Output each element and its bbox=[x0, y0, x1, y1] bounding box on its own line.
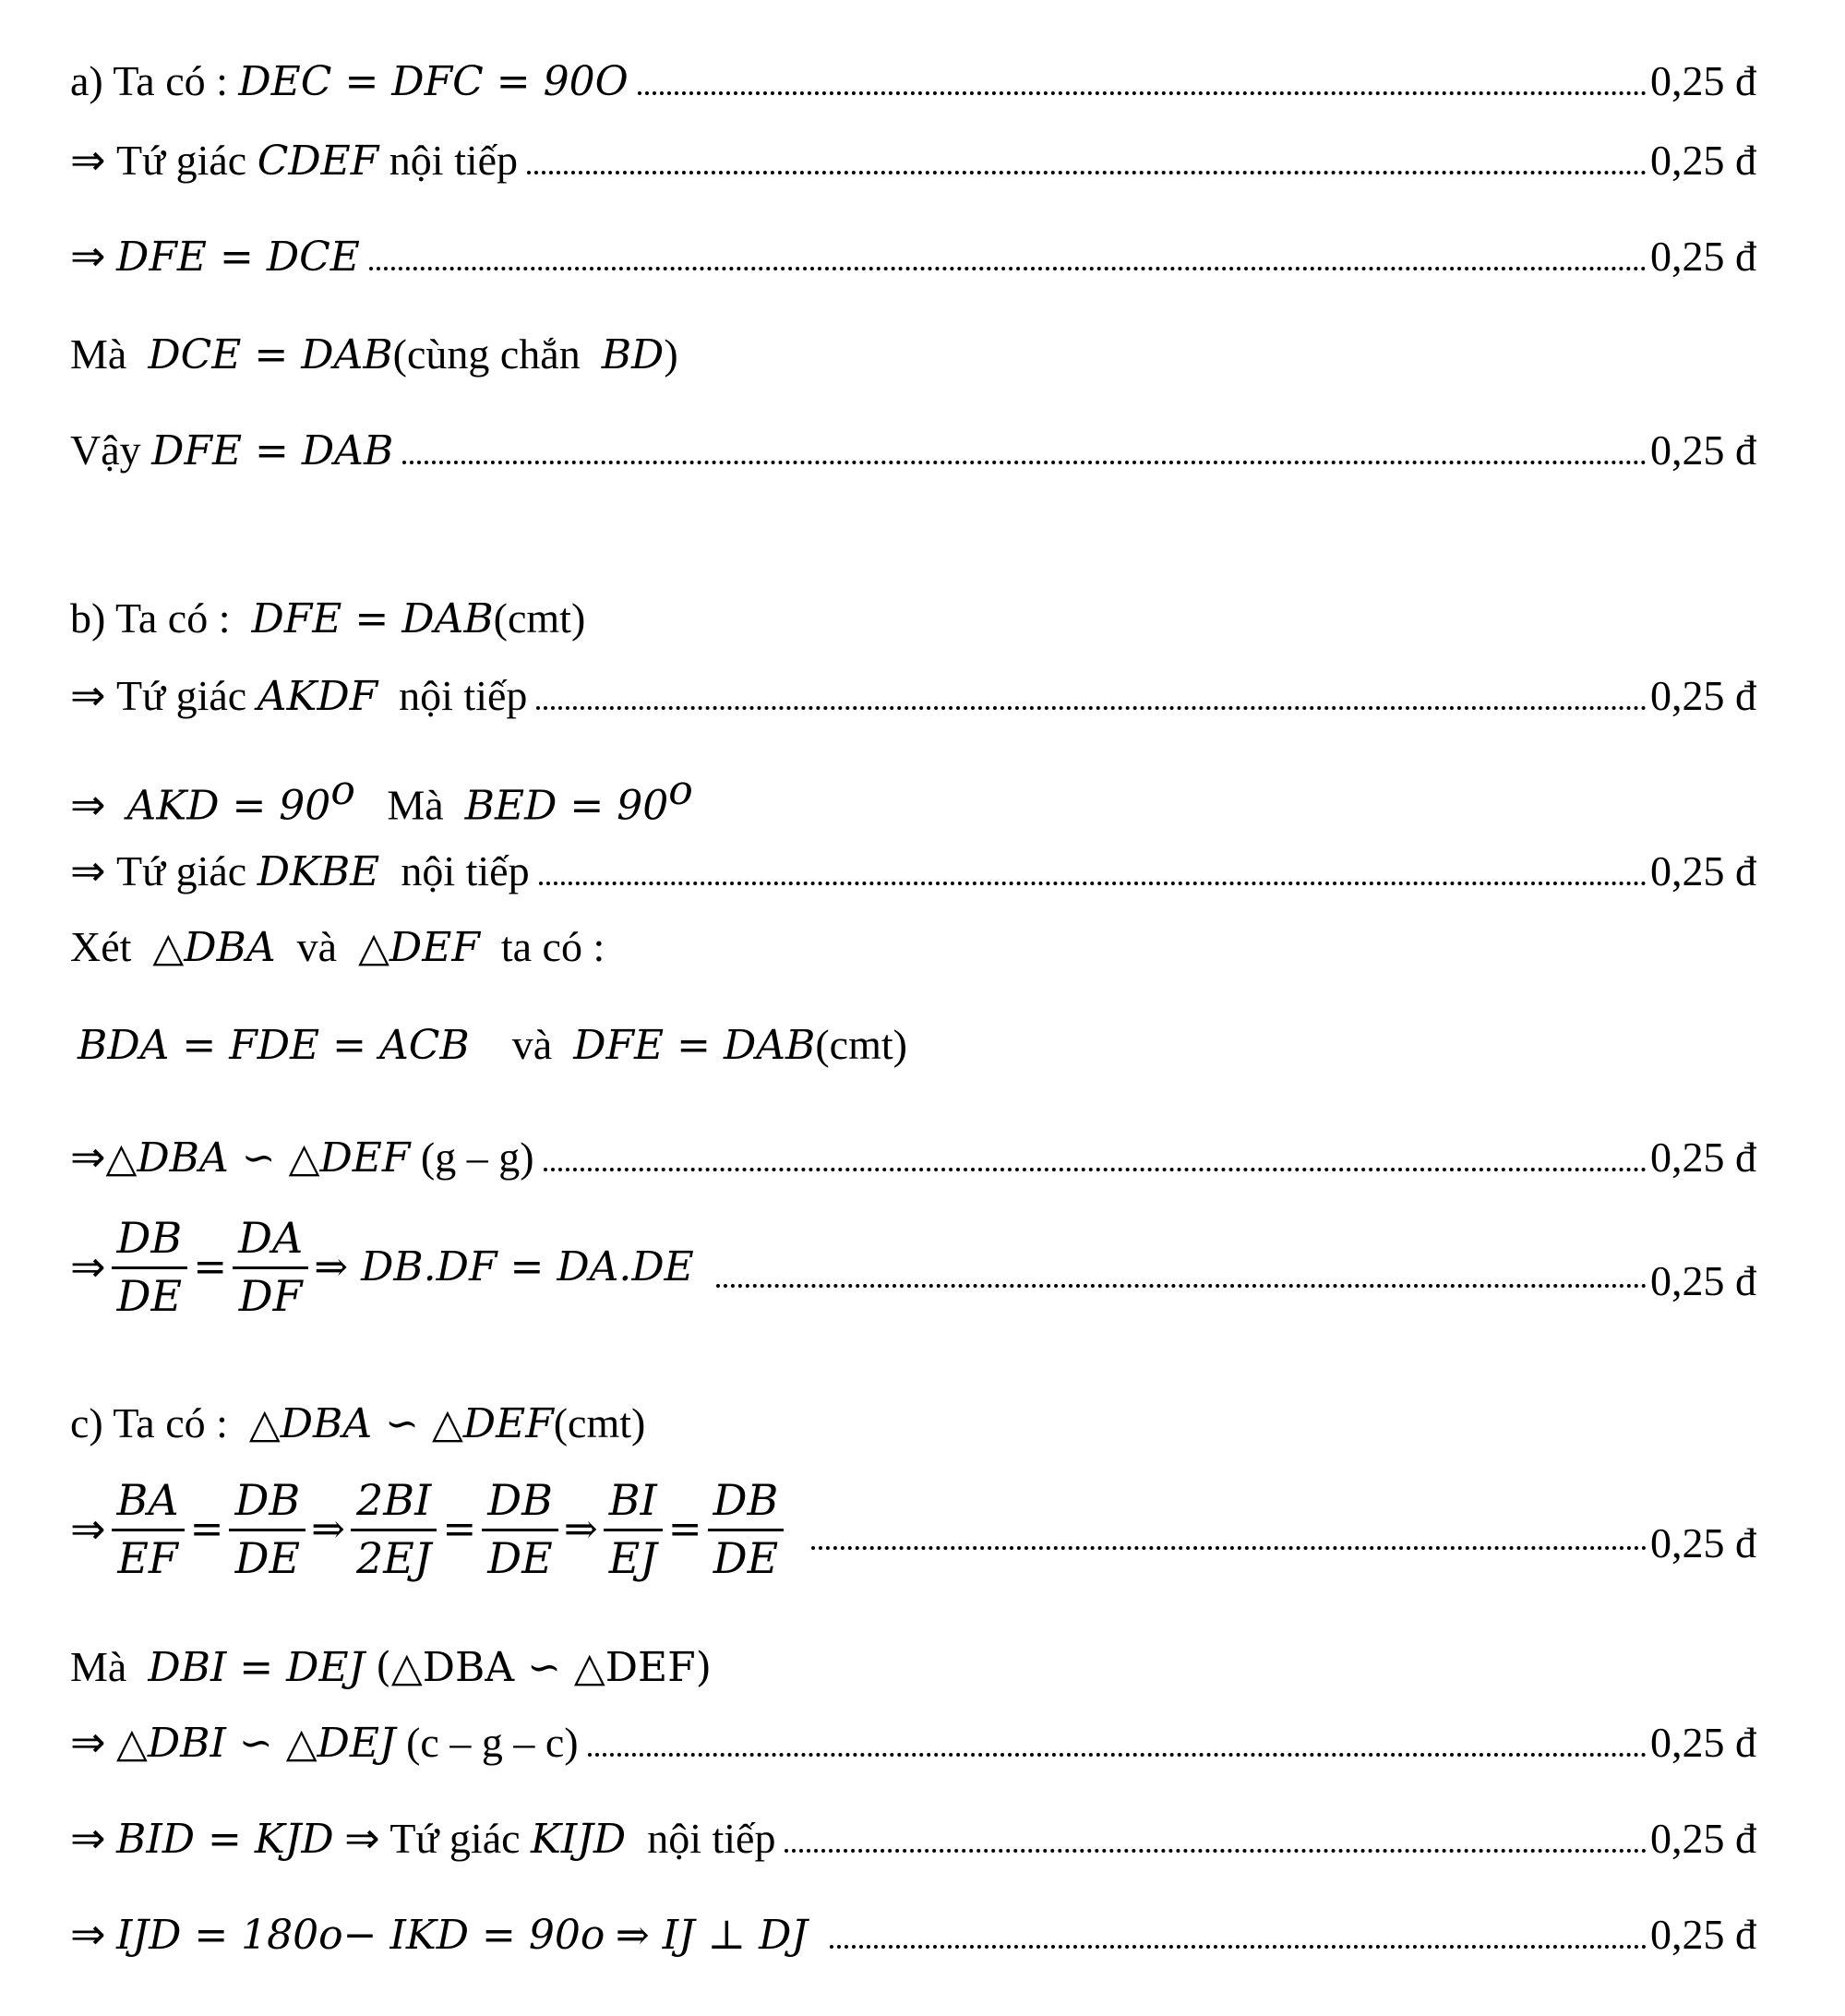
denominator: EJ bbox=[608, 1532, 657, 1583]
math-expression: DFE = DAB bbox=[151, 427, 394, 475]
superscript: o bbox=[330, 767, 355, 814]
points-label: 0,25 đ bbox=[1650, 672, 1756, 719]
text: Xét bbox=[70, 923, 132, 970]
text: ta có : bbox=[500, 923, 605, 970]
dot-leader bbox=[369, 267, 1647, 270]
equals-sign: = bbox=[193, 1242, 228, 1290]
dot-leader bbox=[544, 1168, 1647, 1171]
solution-line-b7 bbox=[70, 1134, 1756, 1182]
solution-line-c1 bbox=[70, 1399, 1756, 1448]
text: (cmt) bbox=[815, 1021, 907, 1068]
text: (cmt) bbox=[493, 594, 586, 642]
solution-line-c4 bbox=[70, 1719, 1756, 1768]
numerator: DB bbox=[708, 1477, 785, 1531]
points-label: 0,25 đ bbox=[1650, 1815, 1756, 1862]
implies-symbol: ⇒ bbox=[70, 1505, 106, 1553]
solution-line-b2 bbox=[70, 672, 1756, 721]
math-expression: △DBA ∽ △DEF bbox=[105, 1134, 411, 1182]
text: và bbox=[296, 923, 338, 970]
fraction bbox=[112, 1215, 188, 1320]
superscript: O bbox=[594, 58, 629, 106]
dot-leader bbox=[716, 1284, 1647, 1288]
solution-line-c5 bbox=[70, 1815, 1756, 1864]
math-expression: DFE = DAB bbox=[573, 1022, 816, 1069]
fraction bbox=[708, 1477, 785, 1582]
denominator: DE bbox=[487, 1532, 553, 1583]
implies-symbol: ⇒ bbox=[563, 1505, 598, 1553]
solution-line-c6 bbox=[70, 1911, 1756, 1960]
points-label: 0,25 đ bbox=[1650, 233, 1756, 280]
text: Tứ giác bbox=[116, 137, 247, 184]
solution-line-c2 bbox=[70, 1477, 1756, 1582]
points-label: 0,25 đ bbox=[1650, 847, 1756, 894]
numerator: 2BI bbox=[351, 1477, 437, 1531]
text: Tứ giác bbox=[116, 672, 247, 719]
solution-line-b4 bbox=[70, 847, 1756, 896]
math-expression: DEC = DFC = 90 bbox=[238, 58, 595, 106]
implies-symbol: ⇒ bbox=[311, 1505, 346, 1553]
solution-line-b5 bbox=[70, 923, 1756, 972]
points-label: 0,25 đ bbox=[1650, 137, 1756, 184]
math-expression: (△DBA ∽ △DEF) bbox=[375, 1644, 712, 1691]
math-expression: DFE = DAB bbox=[251, 595, 494, 642]
dot-leader bbox=[638, 91, 1647, 95]
math-expression: CDEF bbox=[257, 138, 379, 186]
text: và bbox=[511, 1021, 553, 1068]
math-expression: BID = KJD bbox=[116, 1816, 334, 1864]
dot-leader bbox=[527, 171, 1647, 174]
implies-symbol: ⇒ bbox=[70, 137, 106, 184]
implies-symbol: ⇒ bbox=[70, 847, 106, 894]
text: nội tiếp bbox=[399, 672, 528, 719]
solution-line-b1 bbox=[70, 594, 1756, 643]
numerator: DA bbox=[233, 1215, 308, 1269]
numerator: DB bbox=[482, 1477, 558, 1531]
step-label: a) Ta có : bbox=[70, 57, 228, 104]
math-expression: BED = 90 bbox=[464, 782, 669, 830]
solution-line-a4 bbox=[70, 330, 1756, 379]
solution-line-a2 bbox=[70, 137, 1756, 186]
numerator: DB bbox=[229, 1477, 306, 1531]
text: (g – g) bbox=[420, 1134, 534, 1181]
math-expression: KIJD bbox=[531, 1816, 627, 1864]
math-expression: DBI = DEJ bbox=[148, 1644, 365, 1691]
solution-line-b8 bbox=[70, 1215, 1756, 1320]
math-expression: DFE = DCE bbox=[116, 234, 360, 282]
implies-symbol: ⇒ bbox=[70, 1134, 106, 1181]
points-label: 0,25 đ bbox=[1650, 1256, 1756, 1304]
math-expression: AKD = 90 bbox=[126, 782, 331, 830]
text: nội tiếp bbox=[647, 1815, 776, 1862]
text: (c – g – c) bbox=[406, 1719, 579, 1766]
step-label: c) Ta có : bbox=[70, 1399, 228, 1446]
implies-symbol: ⇒ bbox=[70, 781, 106, 829]
implies-symbol: ⇒ bbox=[70, 1719, 106, 1766]
superscript: o bbox=[580, 1912, 605, 1960]
points-label: 0,25 đ bbox=[1650, 1911, 1756, 1958]
solution-line-a1 bbox=[70, 57, 1756, 106]
math-expression: DCE = DAB bbox=[148, 331, 393, 378]
math-expression: △DBA bbox=[152, 924, 276, 971]
superscript: o bbox=[668, 767, 693, 814]
math-expression: BDA = FDE = ACB bbox=[78, 1022, 470, 1069]
math-expression: △DBA ∽ △DEF bbox=[248, 1400, 554, 1447]
math-expression: △DBI ∽ △DEJ bbox=[116, 1720, 396, 1768]
numerator: DB bbox=[112, 1215, 188, 1269]
superscript: o bbox=[318, 1912, 343, 1960]
math-expression: △DEF bbox=[358, 924, 480, 971]
text: Mà bbox=[70, 1643, 127, 1690]
dot-leader bbox=[402, 461, 1647, 464]
solution-line-a5 bbox=[70, 426, 1756, 475]
fraction bbox=[229, 1477, 306, 1582]
equals-sign: = bbox=[442, 1505, 477, 1553]
denominator: DF bbox=[238, 1270, 303, 1321]
text: Mà bbox=[387, 781, 444, 829]
text: Tứ giác bbox=[116, 847, 247, 894]
text: Mà bbox=[70, 330, 127, 378]
dot-leader bbox=[830, 1945, 1647, 1949]
solution-line-b6 bbox=[78, 1021, 1756, 1070]
points-label: 0,25 đ bbox=[1650, 1518, 1756, 1566]
denominator: DE bbox=[116, 1270, 183, 1321]
implies-symbol: ⇒ bbox=[70, 672, 106, 719]
dot-leader bbox=[539, 882, 1647, 885]
implies-symbol: ⇒ bbox=[70, 1911, 106, 1958]
math-expression: BD bbox=[601, 331, 665, 378]
denominator: 2EJ bbox=[356, 1532, 432, 1583]
math-expression: − IKD = 90 bbox=[342, 1912, 581, 1960]
dot-leader bbox=[536, 706, 1647, 710]
numerator: BA bbox=[112, 1477, 185, 1531]
text: nội tiếp bbox=[389, 137, 519, 184]
points-label: 0,25 đ bbox=[1650, 57, 1756, 104]
implies-symbol: ⇒ bbox=[70, 233, 106, 280]
math-expression: ⇒ DB.DF = DA.DE bbox=[314, 1242, 694, 1290]
denominator: EF bbox=[117, 1532, 178, 1583]
solution-line-a3 bbox=[70, 233, 1756, 282]
fraction bbox=[482, 1477, 558, 1582]
fraction bbox=[112, 1477, 185, 1582]
dot-leader bbox=[811, 1546, 1647, 1550]
numerator: BI bbox=[604, 1477, 663, 1531]
step-label: b) Ta có : bbox=[70, 594, 231, 642]
equals-sign: = bbox=[667, 1505, 702, 1553]
points-label: 0,25 đ bbox=[1650, 426, 1756, 474]
math-expression: DKBE bbox=[257, 848, 380, 896]
fraction bbox=[604, 1477, 663, 1582]
fraction bbox=[351, 1477, 437, 1582]
fraction bbox=[233, 1215, 308, 1320]
math-expression: ⇒ IJ ⊥ DJ bbox=[615, 1912, 809, 1960]
text: nội tiếp bbox=[401, 847, 530, 894]
text: Vậy bbox=[70, 426, 141, 474]
implies-symbol: ⇒ bbox=[70, 1242, 106, 1290]
denominator: DE bbox=[713, 1532, 779, 1583]
text: (cùng chắn bbox=[392, 330, 581, 378]
text: ) bbox=[664, 330, 678, 378]
math-expression: IJD = 180 bbox=[116, 1912, 319, 1960]
points-label: 0,25 đ bbox=[1650, 1719, 1756, 1766]
text: ⇒ Tứ giác bbox=[344, 1815, 521, 1862]
implies-symbol: ⇒ bbox=[70, 1815, 106, 1862]
solution-line-b3 bbox=[70, 768, 1756, 830]
denominator: DE bbox=[234, 1532, 301, 1583]
dot-leader bbox=[588, 1753, 1647, 1757]
math-expression: AKDF bbox=[257, 673, 378, 721]
dot-leader bbox=[785, 1849, 1647, 1853]
points-label: 0,25 đ bbox=[1650, 1134, 1756, 1181]
equals-sign: = bbox=[189, 1505, 224, 1553]
solution-line-c3 bbox=[70, 1643, 1756, 1692]
text: (cmt) bbox=[553, 1399, 646, 1446]
